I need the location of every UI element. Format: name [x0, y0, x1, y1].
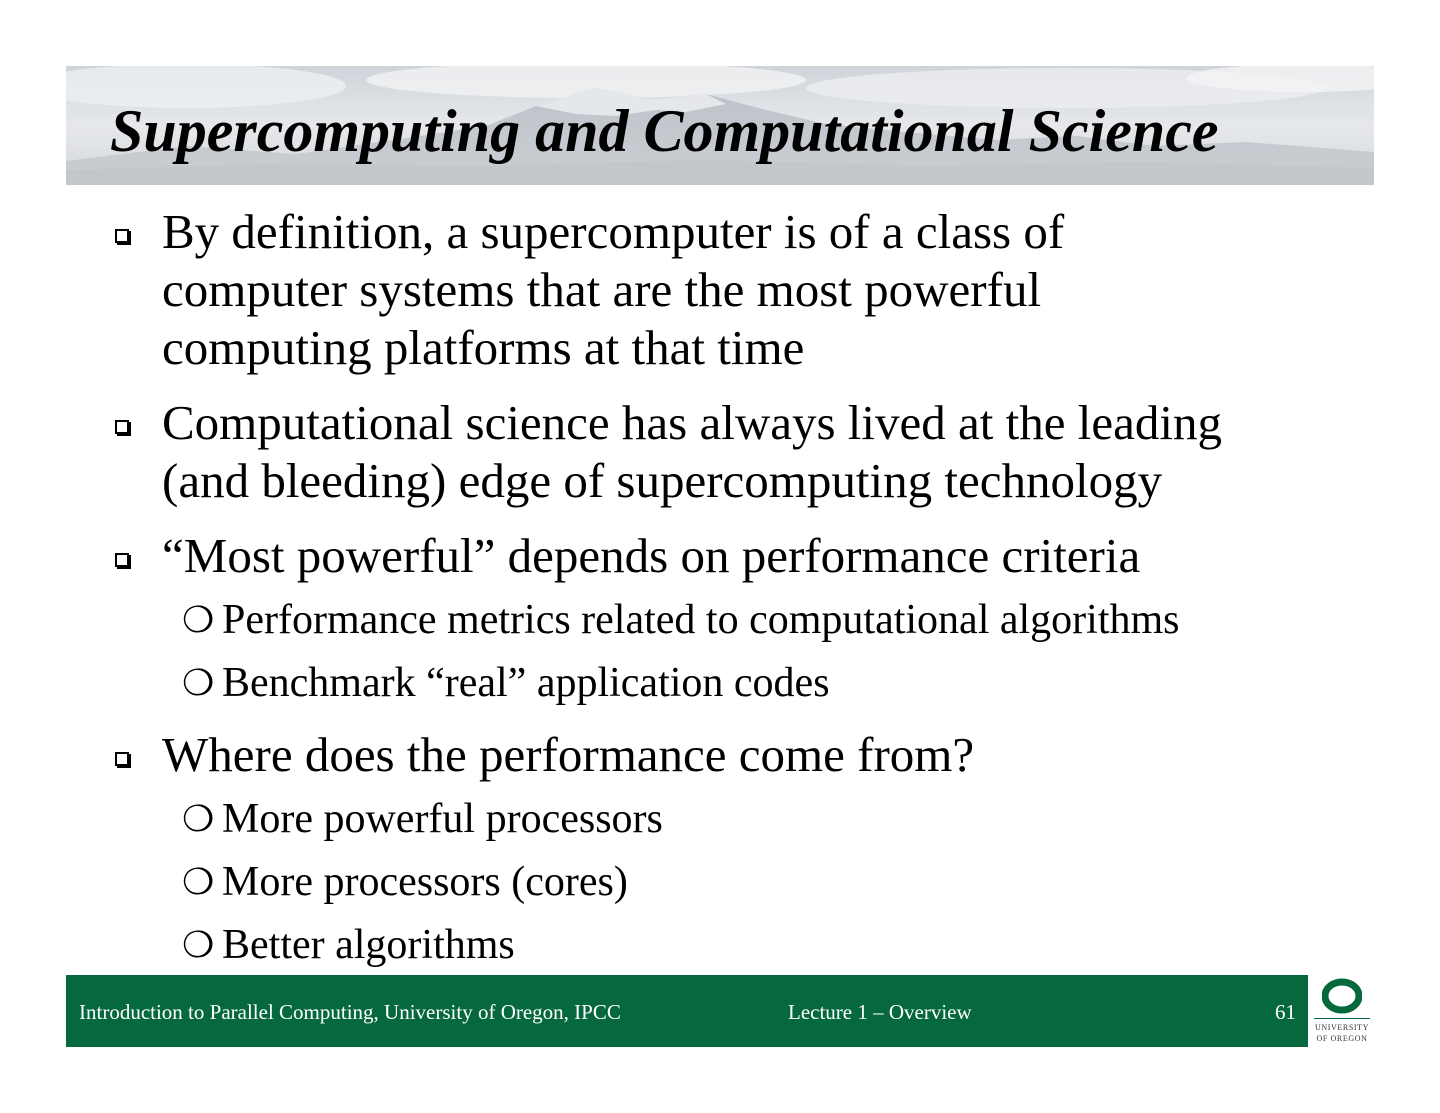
university-of-oregon-logo: [1312, 975, 1372, 1047]
sub-bullet-text: Performance metrics related to computational algorithms: [222, 597, 1180, 643]
square-bullet-icon: [115, 553, 129, 567]
sub-bullet-item: [110, 595, 1370, 646]
sub-bullet-item: [110, 857, 1370, 908]
bullet-item: [110, 394, 1370, 510]
page-number: 61: [1275, 1000, 1296, 1024]
bullet-list: [110, 203, 1370, 983]
bullet-item: [110, 203, 1370, 377]
circle-bullet-icon: ❍: [182, 799, 215, 839]
sub-bullet-item: [110, 658, 1370, 709]
square-bullet-icon: [115, 229, 129, 243]
footer-course: Introduction to Parallel Computing, University of Oregon, IPCC: [79, 1000, 621, 1024]
bullet-item: [110, 527, 1370, 585]
slide-title: Supercomputing and Computational Science: [110, 98, 1219, 164]
square-bullet-icon: [115, 420, 129, 434]
bullet-line: By definition, a supercomputer is of a class of: [162, 204, 1065, 259]
logo-text-line2: OF OREGON: [1316, 1034, 1368, 1043]
sub-bullet-text: Better algorithms: [222, 922, 515, 968]
circle-bullet-icon: ❍: [182, 600, 215, 640]
bullet-line: “Most powerful” depends on performance criteria: [162, 528, 1141, 583]
sub-bullet-item: [110, 794, 1370, 845]
title-banner: [66, 66, 1374, 185]
bullet-line: Where does the performance come from?: [162, 727, 975, 782]
bullet-line: computing platforms at that time: [162, 320, 805, 375]
sub-bullet-item: [110, 920, 1370, 971]
footer-lecture: Lecture 1 – Overview: [788, 1000, 972, 1024]
oregon-o-icon: [1322, 977, 1362, 1015]
square-bullet-icon: [115, 752, 129, 766]
circle-bullet-icon: ❍: [182, 925, 215, 965]
bullet-line: Computational science has always lived at the leading: [162, 395, 1222, 450]
bullet-line: (and bleeding) edge of supercomputing technology: [162, 453, 1163, 508]
logo-text-line1: UNIVERSITY: [1315, 1023, 1369, 1032]
slide-footer: [66, 975, 1308, 1047]
circle-bullet-icon: ❍: [182, 663, 215, 703]
sub-bullet-text: More processors (cores): [222, 859, 628, 905]
sub-bullet-text: Benchmark “real” application codes: [222, 660, 830, 706]
circle-bullet-icon: ❍: [182, 862, 215, 902]
logo-divider: [1314, 1018, 1370, 1019]
bullet-line: computer systems that are the most powerful: [162, 262, 1042, 317]
sub-bullet-text: More powerful processors: [222, 796, 663, 842]
bullet-item: [110, 726, 1370, 784]
